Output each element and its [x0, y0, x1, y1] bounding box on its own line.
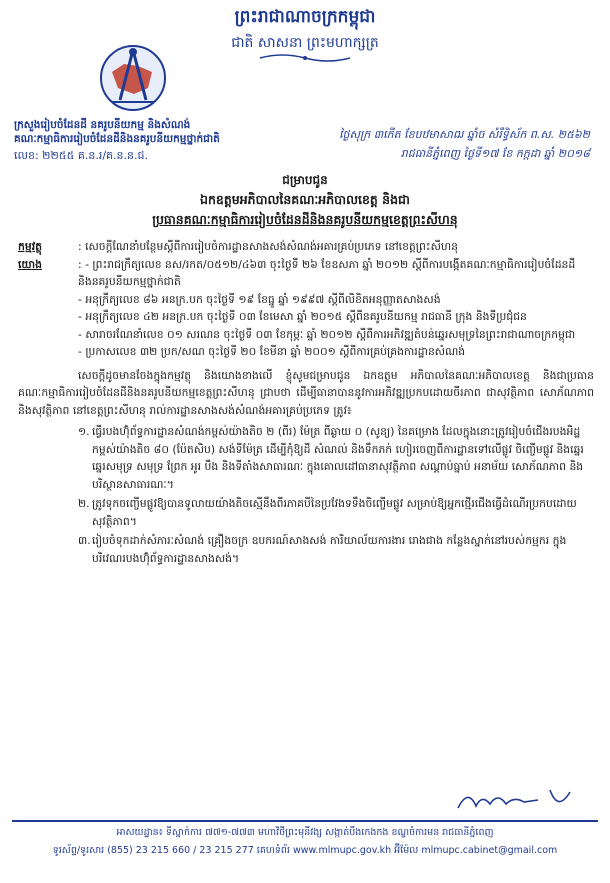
footer-contact: ទូរស័ព្ទ/ទូរសារ (855) 23 215 660 / 23 215 277 គេហទំព័រ www.mlmupc.gov.kh អ៊ីម៉ែល mlmupc.cabinet@gmail.com: [52, 845, 558, 856]
instruction-list: [18, 423, 594, 567]
reference-item: - អនុក្រឹត្យលេខ ៤២ អនក្រ.បក ចុះថ្ងៃទី ០៣ ខែមេសា ឆ្នាំ ២០១៥ ស្តីពីនគរូបនីយកម្ម រាជធានី ក្រុង និងទីប្រជុំជន: [78, 310, 527, 323]
reference-item: - ប្រកាសលេខ ៣២ ប្រក/សណ ចុះថ្ងៃទី ២០ ខែមីនា ឆ្នាំ ២០០១ ស្តីពីការគ្រប់គ្រងការដ្ឋានសំណង់: [78, 345, 466, 358]
footer-divider: [12, 820, 598, 822]
item-number: ៣.: [78, 534, 91, 547]
lunar-date: ថ្ងៃសុក្រ ៣កើត ខែបឋមាសាឍ ឆ្នាំច សំរឹទ្ធិស័ក ព.ស. ២៥៦២: [339, 128, 590, 141]
reference-item: - អនុក្រឹត្យលេខ ៨៦ អនក្រ.បក ចុះថ្ងៃទី ១៩ ខែធ្នូ ឆ្នាំ ១៩៩៧ ស្តីពីលិខិតអនុញ្ញាតសាងសង់: [78, 292, 441, 306]
instruction-item: [18, 423, 594, 493]
item-number: ១.: [78, 425, 90, 438]
footer-address: អាសយដ្ឋាន៖ ទីស្នាក់ការ ៧៧១-៧៧៣ មហាវិថីព្រះមុនីវង្ស សង្កាត់បឹងកេងកង ខណ្ឌចំការមន រាជធានីភ្នំពេញ: [116, 827, 494, 838]
item-text: រៀបចំទុកដាក់សំភារៈសំណង់ គ្រឿងចក្រ ឧបករណ៍សាងសង់ ការិយាល័យការងារ រោងជាង កន្លែងស្នាក់នៅរបស់កម្មករ ក្នុងបរិវេណរបងហ៊ុំព័ទ្ធការដ្ឋានសាងសង់។: [92, 534, 567, 565]
instruction-item: [18, 532, 594, 567]
intro-paragraph: សេចក្តីដូចមានចែងក្នុងកម្មវត្ថុ និងយោងខាងលើ ខ្ញុំសូមជម្រាបជូន ឯកឧត្តម អភិបាលនៃគណៈអភិបាលខេត្ត និងជាប្រធានគណៈកម្មាធិការរៀបចំដែនដីនិងនគរូបនីយកម្មខេត្តព្រះសីហនុ ជ្រាបថា ដើម្បីធានាបាននូវការអភិវឌ្ឍប្រកបដោយចីរភាព ជាសុវត្ថិភាព សោភ័ណភាព និងសុវត្ថិភាព នៅខេត្តព្រះសីហនុ រាល់ការដ្ឋានសាងសង់សំណង់អគារគ្រប់ប្រភេទ ត្រូវ៖: [18, 368, 594, 417]
item-number: ២.: [78, 497, 90, 510]
recipient-block: [0, 170, 610, 230]
reference-item: : - ព្រះរាជក្រឹត្យលេខ នស/រកត/០៥១២/៤៦៣ ចុះថ្ងៃទី ២៦ ខែឧសភា ឆ្នាំ ២០១២ ស្តីពីការបង្កើតគណៈកម្មាធិការរៀបចំដែនដីនិងនគរូបនីយកម្មថ្នាក់ជាតិ: [78, 257, 576, 288]
reference-number: លេខ: ២២៥៥ គ.ន.រ/គ.ន.ន.ជ.: [14, 149, 148, 162]
to-label: ជម្រាបជូន: [282, 173, 328, 187]
subject-row: [18, 238, 594, 256]
instruction-item: [18, 495, 594, 530]
letter-body: [18, 238, 594, 567]
handwritten-initials: [454, 786, 574, 814]
subject-text: : សេចក្តីណែនាំបន្ថែមស្តីពីការរៀបចំការដ្ឋានសាងសង់សំណង់អគារគ្រប់ប្រភេទ នៅខេត្តព្រះសីហនុ: [78, 240, 459, 253]
references-list: [78, 256, 594, 361]
ministry-line-1: ក្រសួងរៀបចំដែនដី នគរូបនីយកម្ម និងសំណង់: [14, 119, 191, 131]
solar-date: រាជធានីភ្នំពេញ ថ្ងៃទី១៧ ខែ កក្កដា ឆ្នាំ ២០១៨: [400, 147, 590, 160]
references-label: យោង: [18, 257, 42, 271]
kingdom-title: ព្រះរាជាណាចក្រកម្ពុជា: [234, 7, 376, 27]
references-row: [18, 256, 594, 361]
ministry-line-2: គណៈកម្មាធិការរៀបចំដែនដីនិងនគរូបនីយកម្មថ្នាក់ជាតិ: [14, 133, 220, 145]
item-text: ធ្វើរបងហ៊ុំព័ទ្ធការដ្ឋានសំណង់កម្ពស់យ៉ាងតិច ២ (ពីរ) ម៉ែត្រ ពីឆ្ងាយ ០ (សូន្យ) នៃគម្រោង ដែលក្នុងនោះត្រូវរៀបចំជើងរបងអិដ្ឋកម្ពស់យ៉ាងតិច ៨០ (ប៉ែតសិប) សង់ទីម៉ែត្រ ដើម្បីកុំឱ្យដី សំណល់ និងទឹកភក់ ហៀរចេញពីការដ្ឋានទៅលើផ្លូវ ចិញ្ចើមផ្លូវ និងឆ្នេរ ឆ្នេរសមុទ្រ សមុទ្រ ព្រែក អូរ បឹង និងទីតាំងសាធារណៈ ក្នុងគោលដៅធានាសុវត្ថិភាព សណ្តាប់ធ្នាប់ អនាម័យ សោភ័ណភាព និងបរិស្ថានសាធារណៈ។: [92, 425, 584, 491]
ministry-logo: [98, 42, 168, 114]
reference-item: - សារាចរណែនាំលេខ ០១ សរណន ចុះថ្ងៃទី ០៣ ខែកុម្ភៈ ឆ្នាំ ២០១២ ស្តីពីការអភិវឌ្ឍតំបន់ឆ្នេរសមុទ្រនៃព្រះរាជាណាចក្រកម្ពុជា: [78, 327, 576, 341]
ornament-divider: [258, 53, 352, 63]
item-text: ត្រូវទុកចញ្ចើមផ្លូវឱ្យបានទូលាយយ៉ាងតិចស្មើនឹងពីរភាគបីនៃប្រវែងទទឹងចិញ្ចើមផ្លូវ សម្រាប់ឱ្យអ្នកថ្មើរជើងធ្វើដំណើរប្រកបដោយសុវត្ថិភាព។: [92, 497, 577, 528]
national-motto: ជាតិ សាសនា ព្រះមហាក្សត្រ: [231, 35, 379, 51]
recipient-line-2: ប្រធានគណៈកម្មាធិការរៀបចំដែនដីនិងនគរូបនីយកម្មខេត្តព្រះសីហនុ: [152, 212, 458, 227]
subject-label: កម្មវត្ថុ: [18, 240, 42, 253]
recipient-line-1: ឯកឧត្តមអភិបាលនៃគណៈអភិបាលខេត្ត និងជា: [200, 192, 410, 207]
ministry-name: [14, 118, 314, 146]
